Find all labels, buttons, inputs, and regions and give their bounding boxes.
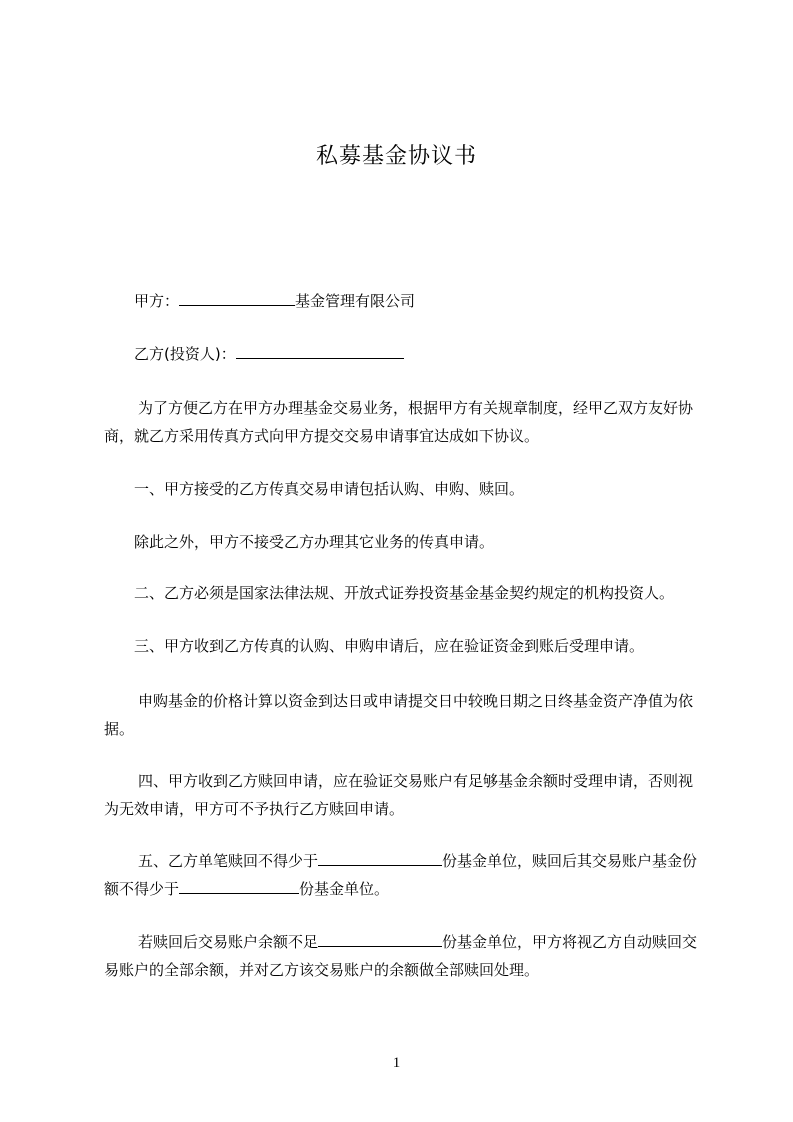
clause-5-note-text-1: 若赎回后交易账户余额不足 (138, 933, 319, 951)
clause-4: 四、甲方收到乙方赎回申请，应在验证交易账户有足够基金余额时受理申请，否则视为无效申请，甲方可不予执行乙方赎回申请。 (104, 772, 694, 818)
clause-5-note (104, 928, 704, 984)
clause-5-text-1: 五、乙方单笔赎回不得少于 (138, 852, 319, 870)
intro-paragraph: 为了方便乙方在甲方办理基金交易业务，根据甲方有关规章制度，经甲乙双方友好协商，就乙方采用传真方式向甲方提交交易申请事宜达成如下协议。 (104, 399, 694, 445)
clause-3-note: 申购基金的价格计算以资金到达日或申请提交日中较晚日期之日终基金资产净值为依据。 (104, 692, 694, 738)
party-b-name-blank[interactable] (236, 341, 404, 359)
clause-3: 三、甲方收到乙方传真的认购、申购申请后，应在验证资金到账后受理申请。 (134, 637, 645, 655)
party-a-label: 甲方： (134, 292, 180, 310)
party-a-line (134, 287, 734, 315)
party-b-label: 乙方(投资人)： (134, 345, 236, 363)
page-number: 1 (392, 1055, 401, 1071)
party-b-line (134, 340, 734, 368)
party-a-suffix: 基金管理有限公司 (295, 292, 416, 310)
clause-5-text-2: 份基金单位，赎回后其交易账户基金份额不得少于 (104, 852, 698, 898)
clause-2: 二、乙方必须是国家法律法规、开放式证券投资基金基金契约规定的机构投资人。 (134, 584, 675, 602)
document-title: 私募基金协议书 (315, 144, 477, 169)
clause-5-note-text-2: 份基金单位，甲方将视乙方自动赎回交易账户的全部余额，并对乙方该交易账户的余额做全部赎回处理。 (104, 933, 698, 979)
party-a-name-blank[interactable] (179, 288, 295, 306)
min-balance-blank[interactable] (179, 876, 299, 894)
insufficient-balance-blank[interactable] (318, 929, 442, 947)
clause-1: 一、甲方接受的乙方传真交易申请包括认购、申购、赎回。 (134, 480, 525, 498)
min-redemption-blank[interactable] (318, 848, 442, 866)
clause-5-text-3: 份基金单位。 (299, 880, 390, 898)
clause-5 (104, 847, 704, 903)
clause-1-note: 除此之外，甲方不接受乙方办理其它业务的传真申请。 (134, 533, 495, 551)
